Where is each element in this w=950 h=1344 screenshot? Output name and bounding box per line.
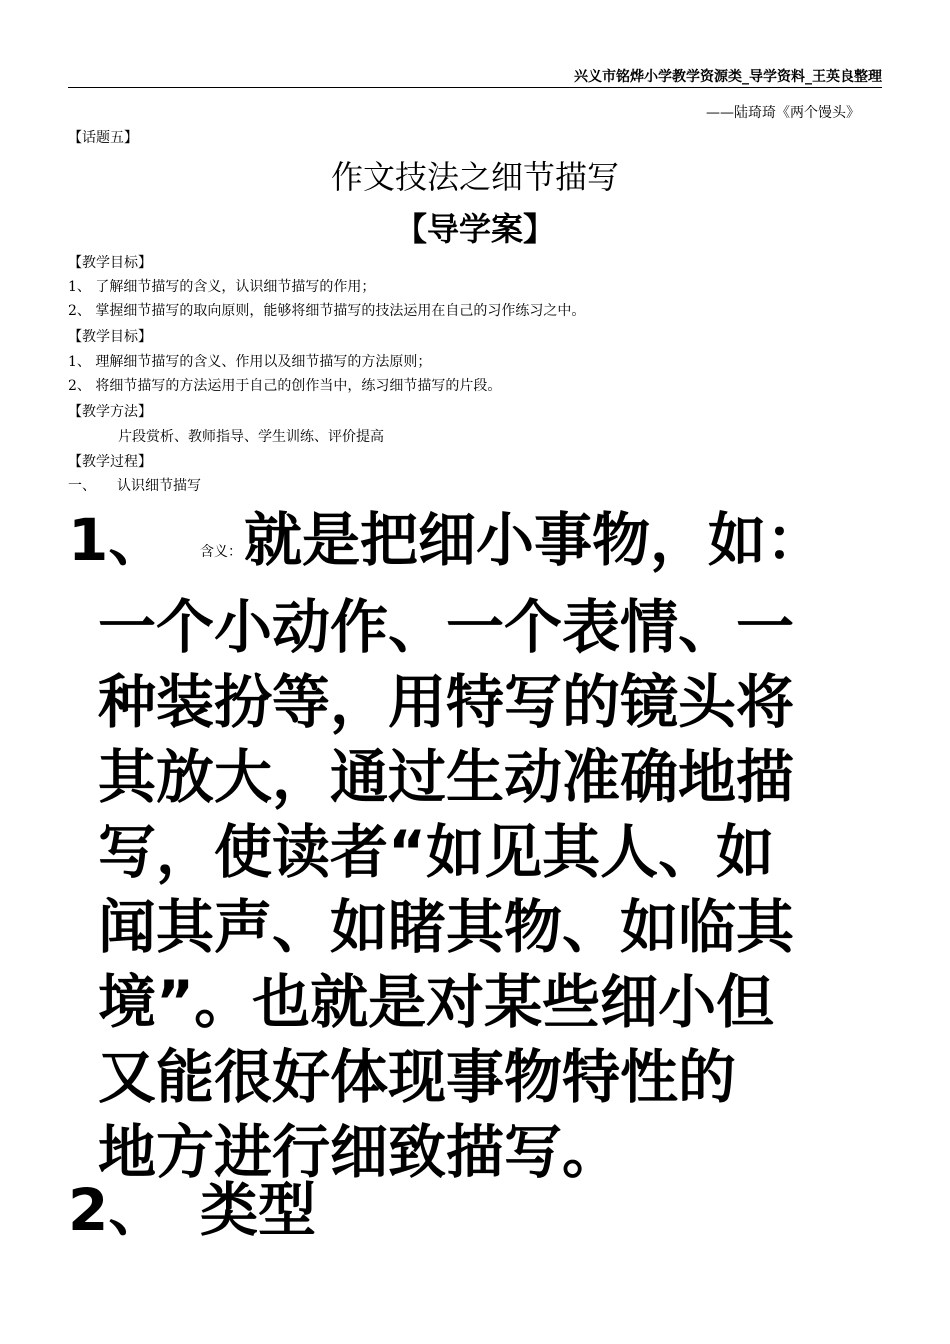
definition-number: 1、 <box>68 506 167 574</box>
definition-block <box>68 503 888 1190</box>
definition-text-line-5: 闻其声、如睹其物、如临其 <box>98 893 795 961</box>
definition-text-line-0: 就是把细小事物，如： <box>244 506 825 574</box>
goals-item-1-1: 1、 了解细节描写的含义，认识细节描写的作用； <box>68 279 376 295</box>
definition-text-line-6: 境”。也就是对某些细小但 <box>98 968 775 1036</box>
goals-item-2-2: 2、 将细节描写的方法运用于自己的创作当中，练习细节描写的片段。 <box>68 378 502 394</box>
topic-label: 【话题五】 <box>68 130 138 146</box>
definition-text-line-4: 写，使读者“如见其人、如 <box>98 818 775 886</box>
goals-heading-2: 【教学目标】 <box>68 329 152 345</box>
goals-item-2-1: 1、 理解细节描写的含义、作用以及细节描写的方法原则； <box>68 354 432 370</box>
goals-item-1-2: 2、 掌握细节描写的取向原则，能够将细节描写的技法运用在自己的习作练习之中。 <box>68 303 586 319</box>
definition-text-line-2: 种装扮等，用特写的镜头将 <box>98 668 795 736</box>
definition-text-line-3: 其放大，通过生动准确地描 <box>98 743 795 811</box>
definition-label: 含义： <box>200 544 242 560</box>
definition-text-line-1: 一个小动作、一个表情、一 <box>98 593 795 661</box>
goals-heading-1: 【教学目标】 <box>68 255 152 271</box>
page-header: 兴义市铭烨小学教学资源类_导学资料_王英良整理 <box>574 69 882 85</box>
process-step-1: 一、 认识细节描写 <box>68 478 201 494</box>
type-item <box>68 1173 316 1248</box>
type-number: 2、 <box>68 1176 167 1244</box>
method-text: 片段赏析、教师指导、学生训练、评价提高 <box>118 429 384 445</box>
process-heading: 【教学过程】 <box>68 454 152 470</box>
type-text: 类型 <box>200 1176 317 1244</box>
page-title: 作文技法之细节描写 <box>330 158 619 196</box>
header-divider <box>68 87 882 88</box>
page-subtitle: 【导学案】 <box>394 210 555 248</box>
definition-text-line-7: 又能很好体现事物特性的 <box>98 1043 737 1111</box>
definition-text-line-8: 地方进行细致描写。 <box>98 1118 621 1186</box>
method-heading: 【教学方法】 <box>68 404 152 420</box>
definition-first-line <box>68 503 888 590</box>
quote-source: ——陆琦琦《两个馒头》 <box>706 105 860 121</box>
